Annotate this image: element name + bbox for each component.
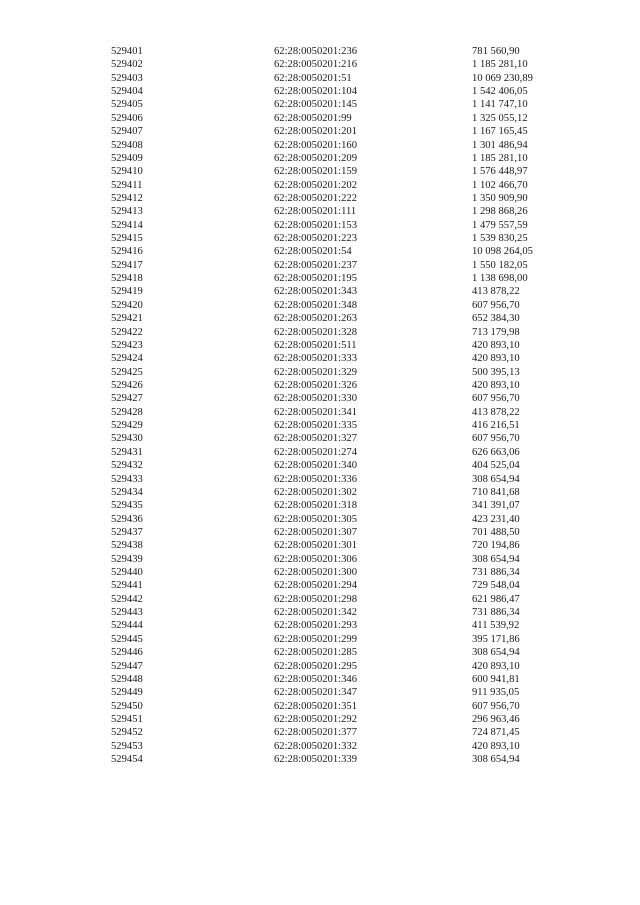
table-row [111,152,581,165]
value-cell: 308 654,94 [472,754,520,766]
value-cell: 1 479 557,59 [472,219,528,231]
value-cell: 710 841,68 [472,486,520,498]
table-row [111,686,581,699]
table-row [111,85,581,98]
value-cell: 308 654,94 [472,473,520,485]
value-cell: 1 298 868,26 [472,206,528,218]
cadastral-number-cell: 62:28:0050201:343 [274,286,357,298]
record-number-cell: 529445 [111,633,143,645]
record-number-cell: 529447 [111,660,143,672]
record-number-cell: 529437 [111,526,143,538]
record-number-cell: 529440 [111,567,143,579]
table-row [111,486,581,499]
table-row [111,392,581,405]
cadastral-number-cell: 62:28:0050201:307 [274,526,357,538]
record-number-cell: 529403 [111,72,143,84]
value-cell: 420 893,10 [472,353,520,365]
table-row [111,192,581,205]
table-row [111,112,581,125]
cadastral-number-cell: 62:28:0050201:294 [274,580,357,592]
table-row [111,406,581,419]
value-cell: 1 167 165,45 [472,126,528,138]
table-row [111,285,581,298]
value-cell: 1 325 055,12 [472,112,528,124]
cadastral-number-cell: 62:28:0050201:159 [274,166,357,178]
cadastral-number-cell: 62:28:0050201:99 [274,112,352,124]
table-row [111,459,581,472]
table-row [111,165,581,178]
value-cell: 423 231,40 [472,513,520,525]
cadastral-number-cell: 62:28:0050201:299 [274,633,357,645]
table-row [111,58,581,71]
table-row [111,753,581,766]
cadastral-number-cell: 62:28:0050201:263 [274,313,357,325]
cadastral-number-cell: 62:28:0050201:237 [274,259,357,271]
table-row [111,446,581,459]
table-row [111,700,581,713]
record-number-cell: 529448 [111,673,143,685]
value-cell: 413 878,22 [472,406,520,418]
value-cell: 1 350 909,90 [472,192,528,204]
value-cell: 1 141 747,10 [472,99,528,111]
value-cell: 713 179,98 [472,326,520,338]
cadastral-number-cell: 62:28:0050201:339 [274,754,357,766]
table-row [111,660,581,673]
cadastral-number-cell: 62:28:0050201:347 [274,687,357,699]
cadastral-number-cell: 62:28:0050201:223 [274,233,357,245]
record-number-cell: 529449 [111,687,143,699]
cadastral-number-cell: 62:28:0050201:236 [274,46,357,57]
value-cell: 607 956,70 [472,700,520,712]
value-cell: 1 576 448,97 [472,166,528,178]
table-row [111,232,581,245]
table-row [111,713,581,726]
cadastral-number-cell: 62:28:0050201:346 [274,673,357,685]
table-row [111,272,581,285]
record-number-cell: 529414 [111,219,143,231]
value-cell: 341 391,07 [472,500,520,512]
record-number-cell: 529411 [111,179,143,191]
value-cell: 731 886,34 [472,567,520,579]
record-number-cell: 529422 [111,326,143,338]
value-cell: 308 654,94 [472,553,520,565]
table-row [111,606,581,619]
value-cell: 411 539,92 [472,620,520,632]
cadastral-number-cell: 62:28:0050201:54 [274,246,352,258]
value-cell: 911 935,05 [472,687,520,699]
cadastral-number-cell: 62:28:0050201:333 [274,353,357,365]
cadastral-number-cell: 62:28:0050201:318 [274,500,357,512]
cadastral-number-cell: 62:28:0050201:328 [274,326,357,338]
value-cell: 416 216,51 [472,420,520,432]
table-row [111,566,581,579]
record-number-cell: 529421 [111,313,143,325]
record-number-cell: 529415 [111,233,143,245]
cadastral-number-cell: 62:28:0050201:160 [274,139,357,151]
record-number-cell: 529407 [111,126,143,138]
value-cell: 729 548,04 [472,580,520,592]
table-row [111,179,581,192]
record-number-cell: 529442 [111,593,143,605]
record-number-cell: 529452 [111,727,143,739]
cadastral-number-cell: 62:28:0050201:332 [274,740,357,752]
value-cell: 607 956,70 [472,393,520,405]
record-number-cell: 529439 [111,553,143,565]
cadastral-number-cell: 62:28:0050201:195 [274,273,357,285]
record-number-cell: 529428 [111,406,143,418]
value-cell: 607 956,70 [472,433,520,445]
record-number-cell: 529406 [111,112,143,124]
record-number-cell: 529424 [111,353,143,365]
table-row [111,419,581,432]
cadastral-number-cell: 62:28:0050201:51 [274,72,352,84]
table-row [111,205,581,218]
table-row [111,526,581,539]
cadastral-number-cell: 62:28:0050201:302 [274,486,357,498]
record-number-cell: 529420 [111,299,143,311]
table-row [111,473,581,486]
value-cell: 1 539 830,25 [472,233,528,245]
cadastral-number-cell: 62:28:0050201:222 [274,192,357,204]
value-cell: 720 194,86 [472,540,520,552]
record-number-cell: 529425 [111,366,143,378]
table-row [111,219,581,232]
record-number-cell: 529417 [111,259,143,271]
cadastral-number-cell: 62:28:0050201:305 [274,513,357,525]
table-row [111,326,581,339]
table-row [111,633,581,646]
cadastral-number-cell: 62:28:0050201:341 [274,406,357,418]
table-row [111,98,581,111]
value-cell: 600 941,81 [472,673,520,685]
cadastral-number-cell: 62:28:0050201:145 [274,99,357,111]
value-cell: 500 395,13 [472,366,520,378]
cadastral-number-cell: 62:28:0050201:342 [274,607,357,619]
cadastral-number-cell: 62:28:0050201:298 [274,593,357,605]
cadastral-number-cell: 62:28:0050201:306 [274,553,357,565]
record-number-cell: 529412 [111,192,143,204]
record-number-cell: 529438 [111,540,143,552]
value-cell: 420 893,10 [472,379,520,391]
value-cell: 1 301 486,94 [472,139,528,151]
cadastral-number-cell: 62:28:0050201:327 [274,433,357,445]
cadastral-number-cell: 62:28:0050201:201 [274,126,357,138]
table-row [111,726,581,739]
value-cell: 10 098 264,05 [472,246,533,258]
value-cell: 607 956,70 [472,299,520,311]
record-number-cell: 529434 [111,486,143,498]
records-table [111,45,581,766]
cadastral-number-cell: 62:28:0050201:111 [274,206,357,218]
record-number-cell: 529441 [111,580,143,592]
value-cell: 701 488,50 [472,526,520,538]
record-number-cell: 529431 [111,446,143,458]
table-row [111,499,581,512]
record-number-cell: 529409 [111,152,143,164]
table-row [111,513,581,526]
record-number-cell: 529427 [111,393,143,405]
cadastral-number-cell: 62:28:0050201:329 [274,366,357,378]
value-cell: 296 963,46 [472,713,520,725]
table-row [111,339,581,352]
value-cell: 626 663,06 [472,446,520,458]
record-number-cell: 529450 [111,700,143,712]
record-number-cell: 529402 [111,59,143,71]
table-row [111,72,581,85]
table-row [111,312,581,325]
cadastral-number-cell: 62:28:0050201:295 [274,660,357,672]
record-number-cell: 529413 [111,206,143,218]
table-row [111,646,581,659]
cadastral-number-cell: 62:28:0050201:104 [274,86,357,98]
cadastral-number-cell: 62:28:0050201:285 [274,647,357,659]
cadastral-number-cell: 62:28:0050201:293 [274,620,357,632]
value-cell: 731 886,34 [472,607,520,619]
record-number-cell: 529426 [111,379,143,391]
table-row [111,432,581,445]
record-number-cell: 529436 [111,513,143,525]
record-number-cell: 529446 [111,647,143,659]
record-number-cell: 529405 [111,99,143,111]
value-cell: 1 550 182,05 [472,259,528,271]
cadastral-number-cell: 62:28:0050201:336 [274,473,357,485]
value-cell: 413 878,22 [472,286,520,298]
record-number-cell: 529453 [111,740,143,752]
value-cell: 404 525,04 [472,460,520,472]
cadastral-number-cell: 62:28:0050201:351 [274,700,357,712]
cadastral-number-cell: 62:28:0050201:348 [274,299,357,311]
cadastral-number-cell: 62:28:0050201:335 [274,420,357,432]
record-number-cell: 529419 [111,286,143,298]
record-number-cell: 529404 [111,86,143,98]
table-row [111,673,581,686]
cadastral-number-cell: 62:28:0050201:153 [274,219,357,231]
record-number-cell: 529430 [111,433,143,445]
cadastral-number-cell: 62:28:0050201:216 [274,59,357,71]
table-row [111,45,581,58]
table-row [111,579,581,592]
record-number-cell: 529443 [111,607,143,619]
record-number-cell: 529432 [111,460,143,472]
table-row [111,539,581,552]
cadastral-number-cell: 62:28:0050201:301 [274,540,357,552]
record-number-cell: 529433 [111,473,143,485]
value-cell: 781 560,90 [472,46,520,57]
value-cell: 724 871,45 [472,727,520,739]
value-cell: 621 986,47 [472,593,520,605]
cadastral-number-cell: 62:28:0050201:377 [274,727,357,739]
table-row [111,352,581,365]
value-cell: 420 893,10 [472,740,520,752]
value-cell: 1 102 466,70 [472,179,528,191]
value-cell: 1 185 281,10 [472,152,528,164]
cadastral-number-cell: 62:28:0050201:326 [274,379,357,391]
value-cell: 308 654,94 [472,647,520,659]
record-number-cell: 529451 [111,713,143,725]
value-cell: 395 171,86 [472,633,520,645]
value-cell: 652 384,30 [472,313,520,325]
record-number-cell: 529435 [111,500,143,512]
record-number-cell: 529429 [111,420,143,432]
cadastral-number-cell: 62:28:0050201:340 [274,460,357,472]
table-row [111,379,581,392]
record-number-cell: 529410 [111,166,143,178]
record-number-cell: 529408 [111,139,143,151]
record-number-cell: 529416 [111,246,143,258]
record-number-cell: 529454 [111,754,143,766]
value-cell: 420 893,10 [472,660,520,672]
cadastral-number-cell: 62:28:0050201:292 [274,713,357,725]
record-number-cell: 529444 [111,620,143,632]
record-number-cell: 529423 [111,339,143,351]
table-row [111,139,581,152]
value-cell: 1 138 698,00 [472,273,528,285]
table-row [111,740,581,753]
value-cell: 1 542 406,05 [472,86,528,98]
cadastral-number-cell: 62:28:0050201:511 [274,339,357,351]
table-row [111,553,581,566]
table-row [111,299,581,312]
table-row [111,619,581,632]
value-cell: 420 893,10 [472,339,520,351]
cadastral-number-cell: 62:28:0050201:274 [274,446,357,458]
cadastral-number-cell: 62:28:0050201:330 [274,393,357,405]
value-cell: 10 069 230,89 [472,72,533,84]
cadastral-number-cell: 62:28:0050201:202 [274,179,357,191]
cadastral-number-cell: 62:28:0050201:209 [274,152,357,164]
table-row [111,259,581,272]
table-row [111,366,581,379]
table-row [111,245,581,258]
cadastral-number-cell: 62:28:0050201:300 [274,567,357,579]
record-number-cell: 529418 [111,273,143,285]
table-row [111,125,581,138]
table-row [111,593,581,606]
record-number-cell: 529401 [111,46,143,57]
value-cell: 1 185 281,10 [472,59,528,71]
